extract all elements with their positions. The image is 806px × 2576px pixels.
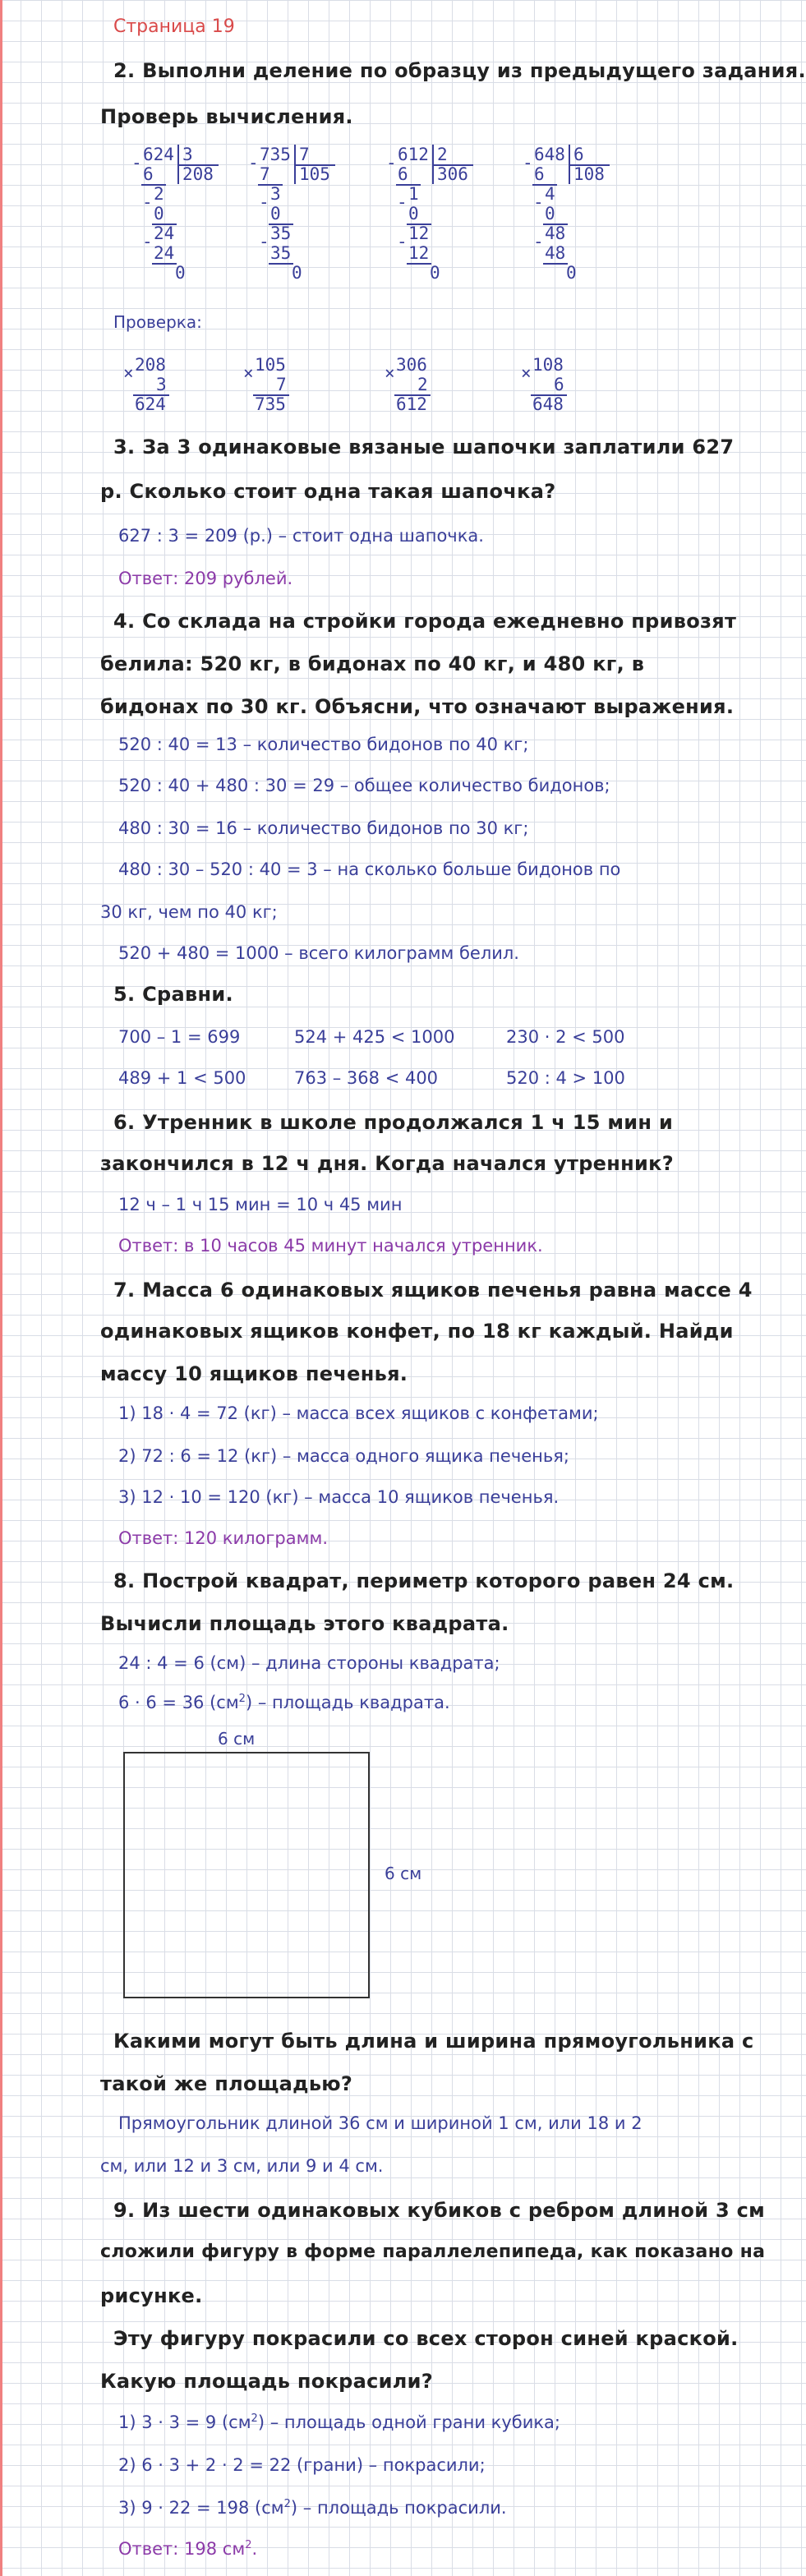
- multiplication-row: 306: [396, 355, 427, 375]
- minus-sign: -: [259, 232, 269, 251]
- task-4-question-line-3: бидонах по 30 кг. Объясни, что означают выражения.: [100, 695, 735, 718]
- multiplication-row: 208: [135, 355, 166, 375]
- division-underline: [269, 223, 293, 225]
- check-label: Проверка:: [113, 312, 202, 332]
- long-division-1-row: 24: [154, 223, 175, 243]
- quotient: 105: [299, 164, 330, 184]
- task-9-question-line-5: Какую площадь покрасили?: [100, 2370, 434, 2393]
- compare-6: 520 : 4 > 100: [506, 1068, 625, 1088]
- long-division-1-row: 2: [154, 184, 164, 204]
- task-4-solution-5: 30 кг, чем по 40 кг;: [100, 902, 278, 922]
- long-division-4-row: 48: [545, 223, 566, 243]
- long-division-3-row: 612: [398, 145, 429, 164]
- division-underline: [152, 223, 177, 225]
- long-division-2-row: 735: [260, 145, 291, 164]
- task-9-question-line-1: 9. Из шести одинаковых кубиков с ребром длиной 3 см: [113, 2199, 766, 2222]
- multiplication-underline: [394, 394, 431, 396]
- task-9-solution-3-superscript: 2: [283, 2498, 291, 2510]
- multiplication-row: 612: [396, 394, 427, 414]
- minus-sign: -: [533, 192, 544, 212]
- task-9-answer: [118, 2539, 257, 2559]
- task-9-solution-1: [118, 2412, 560, 2432]
- task-3-solution: 627 : 3 = 209 (р.) – стоит одна шапочка.: [118, 526, 484, 546]
- task-7-question-line-2: одинаковых ящиков конфет, по 18 кг каждый. Найди: [100, 1320, 734, 1343]
- long-division-4-row: 4: [545, 184, 555, 204]
- long-division-1-row: 0: [154, 204, 164, 223]
- task-5-question: 5. Сравни.: [113, 983, 233, 1006]
- task-9-solution-1-part-b: ) – площадь одной грани кубика;: [257, 2412, 560, 2432]
- task-9-solution-1-superscript: 2: [251, 2412, 258, 2425]
- division-underline: [543, 263, 568, 265]
- division-underline: [543, 223, 568, 225]
- task-7-question-line-1: 7. Масса 6 одинаковых ящиков печенья равна массе 4: [113, 1279, 753, 1302]
- task-7-solution-2: 2) 72 : 6 = 12 (кг) – масса одного ящика печенья;: [118, 1446, 569, 1466]
- division-underline: [269, 263, 293, 265]
- long-division-4-row: 648: [534, 145, 565, 164]
- task-8-question-line-4: такой же площадью?: [100, 2072, 353, 2095]
- long-division-2-row: 35: [270, 223, 292, 243]
- task-4-solution-3: 480 : 30 = 16 – количество бидонов по 30 кг;: [118, 818, 529, 838]
- multiplication-row: 2: [417, 375, 428, 394]
- task-8-solution-4: см, или 12 и 3 см, или 9 и 4 см.: [100, 2156, 384, 2176]
- multiplication-underline: [133, 394, 169, 396]
- page-title: Страница 19: [113, 16, 235, 37]
- divisor: 6: [573, 145, 584, 164]
- multiplication-underline: [531, 394, 567, 396]
- task-9-answer-superscript: 2: [245, 2539, 252, 2551]
- long-division-2-row: 3: [270, 184, 281, 204]
- quotient: 108: [573, 164, 605, 184]
- long-division-2-row: 35: [270, 243, 292, 263]
- task-3-question-line-2: р. Сколько стоит одна такая шапочка?: [100, 480, 556, 503]
- long-division-2-row: 0: [270, 204, 281, 223]
- times-sign: ×: [385, 363, 395, 383]
- long-division-3-row: 12: [408, 223, 430, 243]
- compare-2: 524 + 425 < 1000: [294, 1027, 455, 1047]
- square-side-label: 6 см: [385, 1864, 422, 1883]
- task-9-solution-3-part-a: 3) 9 · 22 = 198 (см: [118, 2498, 284, 2518]
- task-3-answer: Ответ: 209 рублей.: [118, 569, 293, 588]
- task-9-solution-1-part-a: 1) 3 · 3 = 9 (см: [118, 2412, 251, 2432]
- task-8-question-line-2: Вычисли площадь этого квадрата.: [100, 1612, 509, 1635]
- task-9-question-line-3: рисунке.: [100, 2284, 203, 2307]
- multiplication-row: 648: [532, 394, 564, 414]
- multiplication-row: 105: [255, 355, 286, 375]
- minus-sign: -: [259, 192, 269, 212]
- task-9-solution-2: 2) 6 · 3 + 2 · 2 = 22 (грани) – покрасили;: [118, 2455, 486, 2475]
- compare-1: 700 – 1 = 699: [118, 1027, 241, 1047]
- quotient: 306: [437, 164, 468, 184]
- multiplication-row: 7: [276, 375, 287, 394]
- long-division-2-row: 7: [260, 164, 270, 184]
- task-6-question-line-1: 6. Утренник в школе продолжался 1 ч 15 мин и: [113, 1111, 674, 1134]
- task-9-solution-3: [118, 2498, 507, 2518]
- task-4-solution-4: 480 : 30 – 520 : 40 = 3 – на сколько больше бидонов по: [118, 859, 621, 879]
- long-division-4-row: 48: [545, 243, 566, 263]
- task-6-solution: 12 ч – 1 ч 15 мин = 10 ч 45 мин: [118, 1195, 403, 1214]
- long-division-3-row: 0: [408, 204, 419, 223]
- square-figure: [123, 1752, 370, 1998]
- long-division-2-row: 0: [292, 263, 302, 283]
- multiplication-row: 3: [156, 375, 167, 394]
- long-division-1-row: 24: [154, 243, 175, 263]
- task-6-question-line-2: закончился в 12 ч дня. Когда начался утренник?: [100, 1152, 674, 1175]
- task-8-solution-1: 24 : 4 = 6 (см) – длина стороны квадрата;: [118, 1653, 500, 1673]
- long-division-1-row: 624: [143, 145, 174, 164]
- task-8-solution-2-part-a: 6 · 6 = 36 (см: [118, 1693, 239, 1712]
- division-underline: [141, 184, 166, 186]
- long-division-3-row: 12: [408, 243, 430, 263]
- task-9-question-line-2: сложили фигуру в форме параллелепипеда, как показано на: [100, 2242, 766, 2262]
- task-9-question-line-4: Эту фигуру покрасили со всех сторон синей краской.: [113, 2327, 739, 2350]
- long-division-1-row: 6: [143, 164, 154, 184]
- multiplication-row: 735: [255, 394, 286, 414]
- task-4-solution-1: 520 : 40 = 13 – количество бидонов по 40 кг;: [118, 735, 529, 754]
- minus-sign: -: [248, 153, 259, 173]
- task-8-solution-2-superscript: 2: [238, 1693, 246, 1705]
- long-division-3-row: 0: [430, 263, 440, 283]
- minus-sign: -: [397, 232, 408, 251]
- minus-sign: -: [397, 192, 408, 212]
- times-sign: ×: [243, 363, 254, 383]
- task-3-question-line-1: 3. За 3 одинаковые вязаные шапочки заплатили 627: [113, 435, 735, 459]
- multiplication-underline: [253, 394, 289, 396]
- minus-sign: -: [533, 232, 544, 251]
- division-underline: [258, 184, 283, 186]
- long-division-4-row: 6: [534, 164, 545, 184]
- division-underline: [407, 263, 431, 265]
- task-2-question-line-1: 2. Выполни деление по образцу из предыдущего задания.: [113, 59, 806, 82]
- minus-sign: -: [131, 153, 142, 173]
- task-4-solution-2: 520 : 40 + 480 : 30 = 29 – общее количество бидонов;: [118, 776, 610, 795]
- task-7-answer: Ответ: 120 килограмм.: [118, 1528, 328, 1548]
- task-4-solution-6: 520 + 480 = 1000 – всего килограмм белил.: [118, 943, 519, 963]
- multiplication-row: 624: [135, 394, 166, 414]
- task-8-solution-2: [118, 1693, 450, 1712]
- square-top-label: 6 см: [218, 1729, 256, 1749]
- task-2-question-line-2: Проверь вычисления.: [100, 105, 353, 128]
- quotient: 208: [182, 164, 214, 184]
- division-underline: [396, 184, 421, 186]
- task-9-answer-part-b: .: [251, 2539, 258, 2559]
- task-4-question-line-1: 4. Со склада на стройки города ежедневно привозят: [113, 610, 737, 633]
- minus-sign: -: [386, 153, 397, 173]
- long-division-4-row: 0: [545, 204, 555, 223]
- minus-sign: -: [142, 232, 153, 251]
- compare-5: 763 – 368 < 400: [294, 1068, 439, 1088]
- long-division-3-row: 6: [398, 164, 408, 184]
- task-8-question-line-3: Какими могут быть длина и ширина прямоугольника с: [113, 2030, 754, 2053]
- divisor: 3: [182, 145, 193, 164]
- compare-3: 230 · 2 < 500: [506, 1027, 625, 1047]
- task-7-solution-1: 1) 18 · 4 = 72 (кг) – масса всех ящиков с конфетами;: [118, 1403, 599, 1423]
- multiplication-row: 6: [554, 375, 564, 394]
- division-underline: [407, 223, 431, 225]
- task-4-question-line-2: белила: 520 кг, в бидонах по 40 кг, и 480 кг, в: [100, 652, 645, 675]
- task-7-solution-3: 3) 12 · 10 = 120 (кг) – масса 10 ящиков печенья.: [118, 1487, 560, 1507]
- times-sign: ×: [521, 363, 532, 383]
- minus-sign: -: [523, 153, 533, 173]
- divisor: 7: [299, 145, 310, 164]
- compare-4: 489 + 1 < 500: [118, 1068, 246, 1088]
- division-underline: [532, 184, 557, 186]
- multiplication-row: 108: [532, 355, 564, 375]
- minus-sign: -: [142, 192, 153, 212]
- times-sign: ×: [123, 363, 134, 383]
- divisor: 2: [437, 145, 448, 164]
- task-9-solution-3-part-b: ) – площадь покрасили.: [290, 2498, 507, 2518]
- long-division-1-row: 0: [175, 263, 186, 283]
- task-8-question-line-1: 8. Построй квадрат, периметр которого равен 24 см.: [113, 1569, 735, 1592]
- task-9-answer-part-a: Ответ: 198 см: [118, 2539, 246, 2559]
- task-6-answer: Ответ: в 10 часов 45 минут начался утренник.: [118, 1236, 543, 1256]
- long-division-3-row: 1: [408, 184, 419, 204]
- task-7-question-line-3: массу 10 ящиков печенья.: [100, 1362, 408, 1385]
- division-underline: [152, 263, 177, 265]
- long-division-4-row: 0: [566, 263, 577, 283]
- task-8-solution-3: Прямоугольник длиной 36 см и шириной 1 см, или 18 и 2: [118, 2113, 642, 2133]
- task-8-solution-2-part-b: ) – площадь квадрата.: [245, 1693, 450, 1712]
